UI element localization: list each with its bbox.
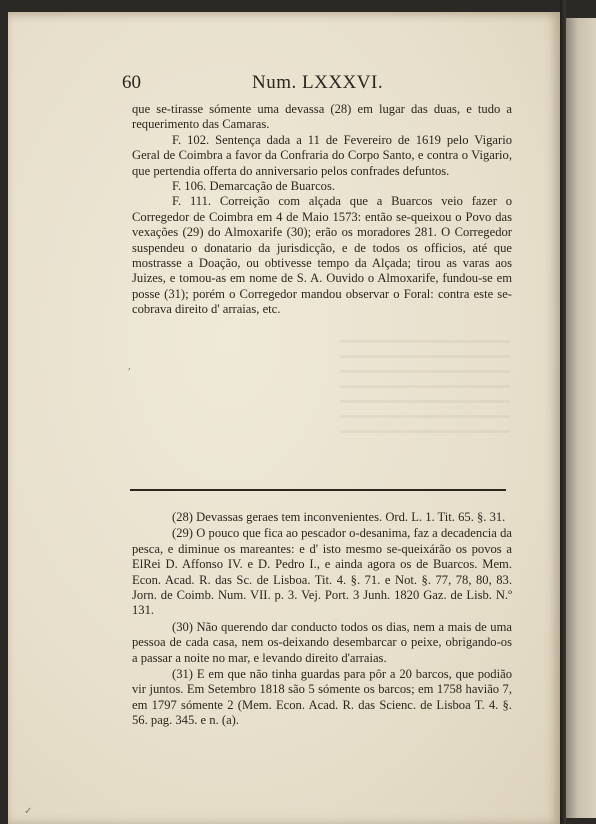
running-header	[122, 72, 512, 96]
paragraph-f111: F. 111. Correição com alçada que a Buarcos veio fazer o Corregedor de Coimbra em 4 de Maio 1573: então se-queixou o Povo das vexações (29) do Almoxarife (30); erão os moradores 281. O Corregedor suspendeu o donatario da jurisdicção, e de todos os officios, até que mostrasse a Doação, ou obtivesse tempo da Alçada; tirou as varas aos Juizes, e tomou-as em nome de S. A. Ouvido o Almoxarife, fundou-se em posse (31); porém o Corregedor mandou observar o Foral: contra este se-cobrava direito d' arraias, etc.	[132, 194, 512, 317]
main-text	[132, 102, 512, 318]
paragraph-f106: F. 106. Demarcação de Buarcos.	[172, 179, 335, 194]
footnote-29: (29) O pouco que fica ao pescador o-desanima, faz a decadencia da pesca, e diminue os mareantes: e d' isto mesmo se-queixárão os povos a ElRei D. Affonso IV. e D. Pedro I., e ainda agora os de Buarcos. Mem. Econ. Acad. R. das Sc. de Lisboa. Tit. 4. §. 71. e Not. §. 77, 78, 80, 83. Jorn. de Coimb. Num. VII. p. 3. Vej. Port. 3 Junh. 1820 Gaz. de Lisb. N.º 131.	[132, 526, 512, 618]
footnote-30: (30) Não querendo dar conducto todos os dias, nem a mais de uma pessoa de cada casa, nem os-deixando desembarcar o peixe, obrigando-os a passar a noite no mar, e levando direito d'arraias.	[132, 619, 512, 665]
footnote-rule	[130, 489, 506, 491]
footnote-28: (28) Devassas geraes tem inconvenientes. Ord. L. 1. Tit. 65. §. 31.	[172, 510, 506, 524]
page-number: 60	[122, 72, 141, 93]
paragraph-f102: F. 102. Sentença dada a 11 de Fevereiro de 1619 pelo Vigario Geral de Coimbra a favor da Confraria do Corpo Santo, e contra o Vigario, que pertendia offerta do anniversario pelos confrades defuntos.	[132, 132, 512, 178]
footnote-31: (31) E em que não tinha guardas para pôr a 20 barcos, que podião vir juntos. Em Setembro 1818 são 5 sómente os barcos; em 1758 havião 7, em 1797 sómente 2 (Mem. Econ. Acad. R. das Scienc. de Lisboa T. 4. §. 56. pag. 345. e n. (a).	[132, 667, 512, 728]
stray-mark: ,	[128, 362, 131, 372]
facing-page-edge	[566, 18, 596, 818]
section-title: Num. LXXXVI.	[252, 72, 384, 93]
footnotes	[132, 510, 512, 730]
show-through-text	[340, 340, 510, 440]
paragraph-continuation: que se-tirasse sómente uma devassa (28) em lugar das duas, e tudo a requerimento das Camaras.	[132, 102, 512, 132]
corner-mark: ✓	[24, 806, 33, 817]
